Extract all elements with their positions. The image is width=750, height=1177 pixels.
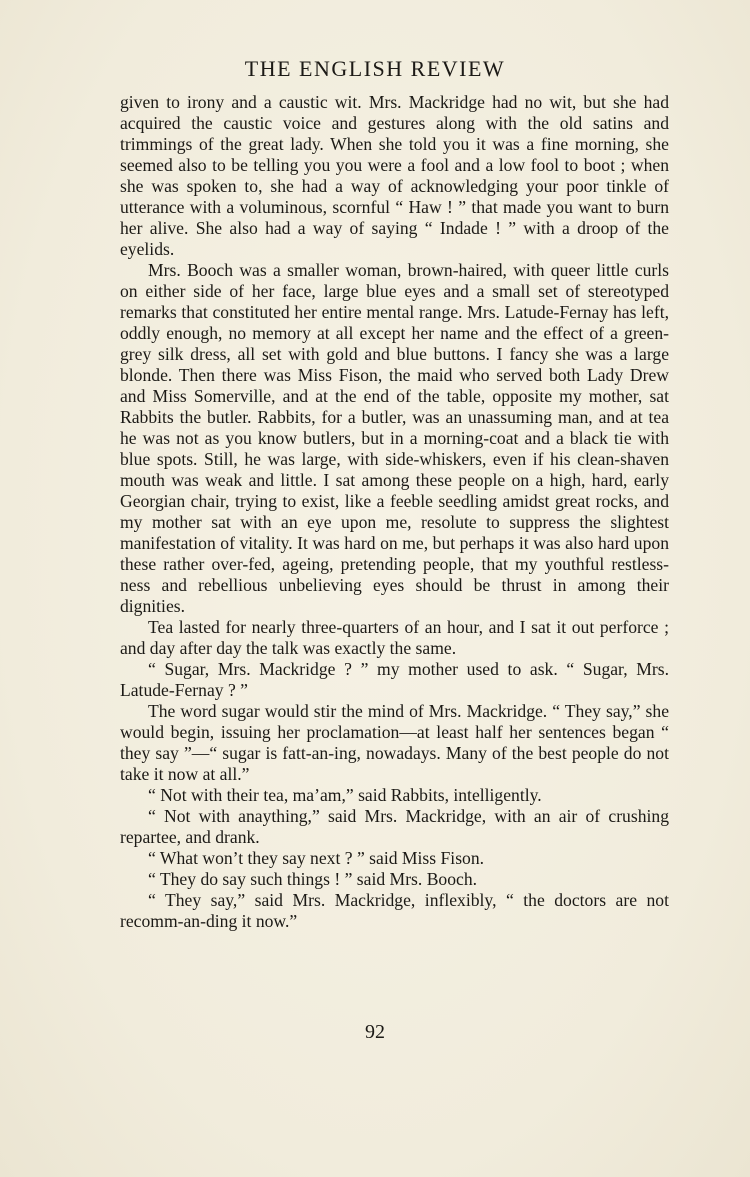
paragraph: Mrs. Booch was a smaller woman, brown-haired, with queer little curls on either side of her face, large blue eyes and a small set of stereotyped remarks that constituted her entire mental range. Mrs. Latude-Fernay has left, oddly enough, no memory at all except her name and the effect of a green-grey silk dress, all set with gold and blue buttons. I fancy she was a large blonde. Then there was Miss Fison, the maid who served both Lady Drew and Miss Somerville, and at the end of the table, opposite my mother, sat Rabbits the butler. Rabbits, for a butler, was an unassuming man, and at tea he was not as you know butlers, but in a morning-coat and a black tie with blue spots. Still, he was large, with side-whiskers, even if his clean-shaven mouth was weak and little. I sat among these people on a high, hard, early Georgian chair, trying to exist, like a feeble seedling amidst great rocks, and my mother sat with an eye upon me, resolute to suppress the slightest manifestation of vitality. It was hard on me, but perhaps it was also hard upon these rather over-fed, ageing, pretending people, that my youthful restless-ness and rebellious unbelieving eyes should be thrust in among their dignities. xyxy=(120,260,669,616)
paragraph: given to irony and a caustic wit. Mrs. Mackridge had no wit, but she had acquired the caustic voice and gestures along with the old satins and trimmings of the great lady. When she told you it was a fine morning, she seemed also to be telling you you were a fool and a low fool to boot ; when she was spoken to, she had a way of acknowledging your poor tinkle of utterance with a voluminous, scornful “ Haw ! ” that made you want to burn her alive. She also had a way of saying “ Indade ! ” with a droop of the eyelids. xyxy=(120,92,669,259)
paragraph: Tea lasted for nearly three-quarters of an hour, and I sat it out perforce ; and day after day the talk was exactly the same. xyxy=(120,617,669,658)
paragraph: “ Sugar, Mrs. Mackridge ? ” my mother used to ask. “ Sugar, Mrs. Latude-Fernay ? ” xyxy=(120,659,669,700)
page-number: 92 xyxy=(365,1021,385,1043)
paragraph: “ What won’t they say next ? ” said Miss Fison. xyxy=(148,848,485,868)
paragraph: “ They say,” said Mrs. Mackridge, inflexibly, “ the doctors are not recomm-an-ding it now.” xyxy=(120,890,669,931)
running-header: THE ENGLISH REVIEW xyxy=(244,56,506,81)
body-text xyxy=(120,92,669,932)
paragraph: “ They do say such things ! ” said Mrs. Booch. xyxy=(148,869,478,889)
paragraph: “ Not with their tea, ma’am,” said Rabbits, intelligently. xyxy=(148,785,542,805)
paragraph: The word sugar would stir the mind of Mrs. Mackridge. “ They say,” she would begin, issuing her proclamation—at least half her sentences began “ they say ”—“ sugar is fatt-an-ing, nowadays. Many of the best people do not take it now at all.” xyxy=(120,701,669,784)
paragraph: “ Not with anaything,” said Mrs. Mackridge, with an air of crushing repartee, and drank. xyxy=(120,806,669,847)
